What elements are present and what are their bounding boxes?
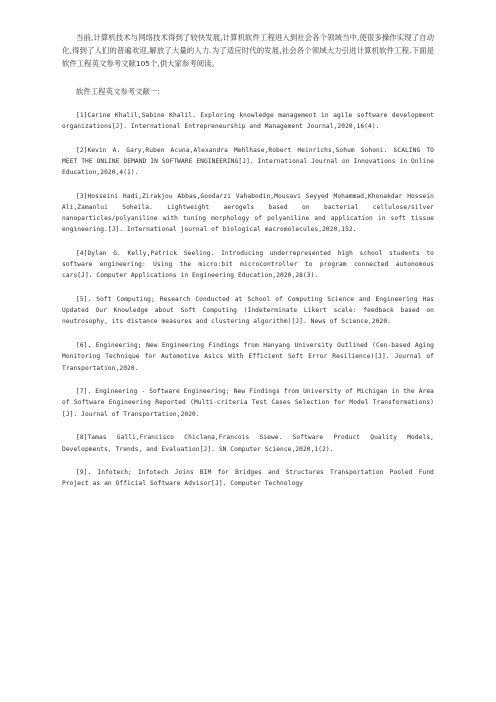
intro-paragraph: 当前,计算机技术与网络技术得到了较快发展,计算机软件工程进入到社会各个领域当中,使很多操作实现了自动化,得到了人们的普遍欢迎,解放了大量的人力.为了适应时代的发展,社会各个领域大力引进计算机软件工程.下面是软件工程英文参考文献105个,供大家参考阅读。 xyxy=(62,33,434,69)
reference-item: [6]. Engineering; New Engineering Findings from Hanyang University Outlined (Cen-based Aging Monitoring Technique for Automotive Asics With Efficient Soft Error Resilience)[J]. Journal of Transportation,2020. xyxy=(62,342,434,372)
reference-item: [2]Kevin A. Gary,Ruben Acuna,Alexandra Mehlhase,Robert Heinrichs,Sohum Sohoni. SCALING TO MEET THE ONLINE DEMAND IN SOFTWARE ENGINEERING[J]. International Journal on Innovations in Online Education,2020,4(1). xyxy=(62,146,434,176)
reference-item: [9]. Infotech; Infotech Joins BIM for Bridges and Structures Transportation Pooled Fund Project as an Official Software Advisor[J]. Computer Technology xyxy=(62,469,434,488)
section-heading: 软件工程英文参考文献一: xyxy=(76,86,160,96)
reference-list xyxy=(62,110,434,490)
reference-item: [5]. Soft Computing; Research Conducted at School of Computing Science and Engineering Has Updated Our Knowledge about Soft Computing (Indeterminate Likert scale: feedback based on neutrosophy, its distance measures and clustering algorithm)[J]. News of Science,2020. xyxy=(62,296,434,326)
reference-item: [8]Tamas Galli,Francisco Chiclana,Francois Siewe. Software Product Quality Models, Developments, Trends, and Evaluation[J]. SN Computer Science,2020,1(2). xyxy=(62,434,434,453)
reference-item: [1]Carine Khalil,Sabine Khalil. Exploring knowledge management in agile software development organizations[J]. International Entrepreneurship and Management Journal,2020,16(4). xyxy=(62,111,434,130)
reference-item: [7]. Engineering - Software Engineering; New Findings from University of Michigan in the Area of Software Engineering Reported (Multi-criteria Test Cases Selection for Model Transformations)[J]. Journal of Transportation,2020. xyxy=(62,388,434,418)
reference-item: [3]Hosseini Hadi,Zirakjou Abbas,Goodarzi Vahabodin,Mousavi Seyyed Mohammad,Khonakdar Hossein Ali,Zamanlui Soheila. Lightweight aerogels based on bacterial cellulose/silver nanoparticles/polyaniline with tuning morphology of polyaniline and application in soft tissue engineering.[J]. International journal of biological macromolecules,2020,152. xyxy=(62,192,434,234)
reference-item: [4]Dylan G. Kelly,Patrick Seeling. Introducing underrepresented high school students to software engineering: Using the micro:bit microcontroller to program connected autonomous cars[J]. Computer Applications in Engineering Education,2020,28(3). xyxy=(62,249,434,280)
